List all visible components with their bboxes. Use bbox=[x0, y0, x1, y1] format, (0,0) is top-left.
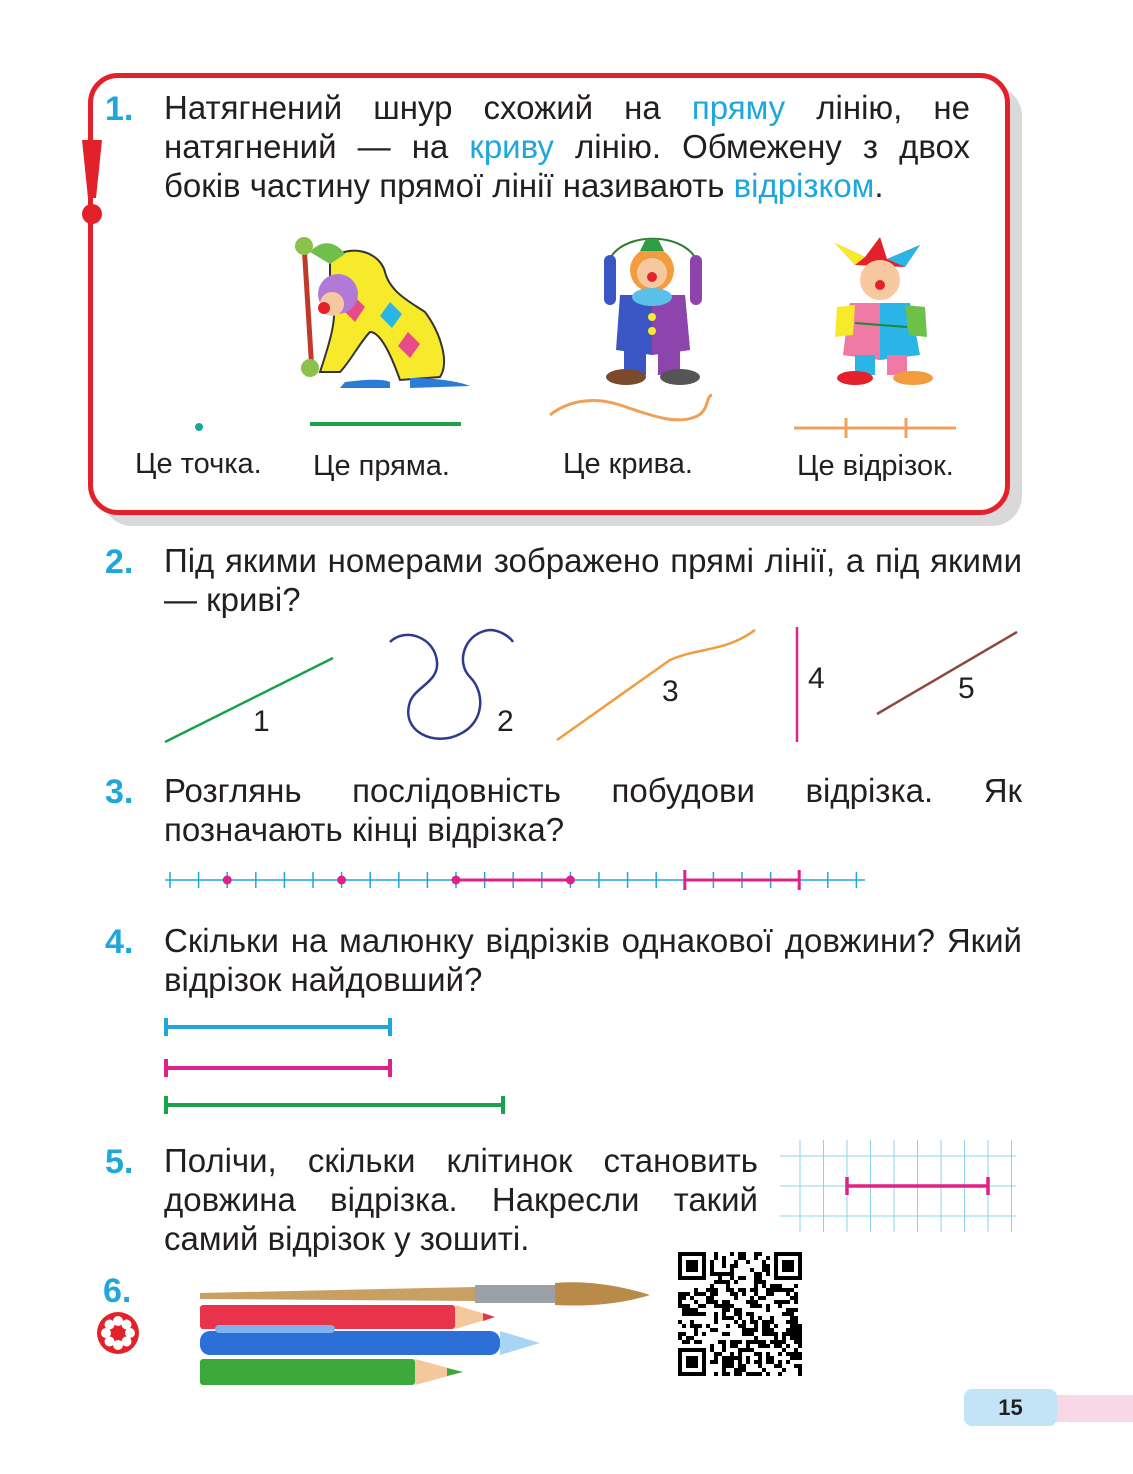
curve-line-mark bbox=[550, 395, 712, 420]
caption-segment: Це відрізок. bbox=[797, 450, 954, 482]
line-label-4: 4 bbox=[808, 662, 825, 695]
line-3 bbox=[557, 630, 755, 740]
segment-green bbox=[166, 1096, 503, 1114]
segment-blue bbox=[166, 1018, 390, 1036]
endpoint-dot bbox=[452, 876, 461, 885]
line-label-3: 3 bbox=[662, 675, 679, 708]
line-1 bbox=[165, 658, 333, 742]
line-label-5: 5 bbox=[958, 672, 975, 705]
task6-number: 6. bbox=[103, 1272, 132, 1310]
jester-illustration bbox=[825, 235, 940, 390]
task3-number: 3. bbox=[105, 773, 134, 811]
endpoint-dot bbox=[337, 876, 346, 885]
keyword-straight: пряму bbox=[691, 89, 786, 126]
flower-icon bbox=[96, 1311, 140, 1355]
lines-figure bbox=[155, 622, 1035, 752]
endpoint-dot bbox=[566, 876, 575, 885]
line-2 bbox=[390, 630, 513, 739]
line-label-2: 2 bbox=[497, 705, 514, 738]
caption-point: Це точка. bbox=[135, 448, 262, 480]
caption-straight: Це пряма. bbox=[313, 450, 450, 482]
task5-text: Полічи, скільки клітинок становить довжина відрізка. Накресли такий самий відрізок у зошиті. bbox=[164, 1142, 758, 1257]
grid-with-segment bbox=[780, 1140, 1020, 1235]
task5-number: 5. bbox=[105, 1143, 134, 1181]
task2-number: 2. bbox=[105, 543, 134, 581]
exclamation-icon bbox=[78, 136, 106, 226]
line-types-drawings bbox=[120, 385, 1000, 440]
segment-magenta bbox=[166, 1059, 390, 1077]
point-mark bbox=[195, 423, 203, 431]
task3-text: Розглянь послідовність побудови відрізка. Як позначають кінці відрізка? bbox=[164, 772, 1022, 848]
task4-text: Скільки на малюнку відрізків однакової довжини? Який відрізок найдовший? bbox=[164, 922, 1022, 998]
task1-number: 1. bbox=[105, 90, 134, 128]
pencils-and-brush-illustration bbox=[195, 1275, 655, 1390]
task4-number: 4. bbox=[105, 923, 134, 961]
caption-curve: Це крива. bbox=[563, 448, 693, 480]
clown-with-rope-illustration bbox=[590, 225, 715, 390]
keyword-curve: криву bbox=[469, 128, 554, 165]
segment-mark bbox=[794, 418, 956, 438]
segment-construction-ruler bbox=[160, 862, 880, 898]
task2-text: Під якими номерами зображено прямі лінії, а під якими — криві? bbox=[164, 542, 1022, 618]
endpoint-dot bbox=[223, 876, 232, 885]
line-label-1: 1 bbox=[253, 705, 270, 738]
page-number: 15 bbox=[964, 1389, 1057, 1426]
clown-with-stick-illustration bbox=[290, 232, 475, 392]
task1-text: Натягнений шнур схожий на пряму лінію, не натягнений — на криву лінію. Обмежену з двох боків частину прямої лінії називають відрізком. bbox=[164, 89, 970, 204]
qr-code[interactable] bbox=[678, 1252, 802, 1376]
keyword-segment: відрізком bbox=[733, 167, 875, 204]
page-strip bbox=[1054, 1395, 1133, 1422]
line-5 bbox=[877, 632, 1017, 714]
segments-comparison bbox=[155, 1010, 525, 1120]
